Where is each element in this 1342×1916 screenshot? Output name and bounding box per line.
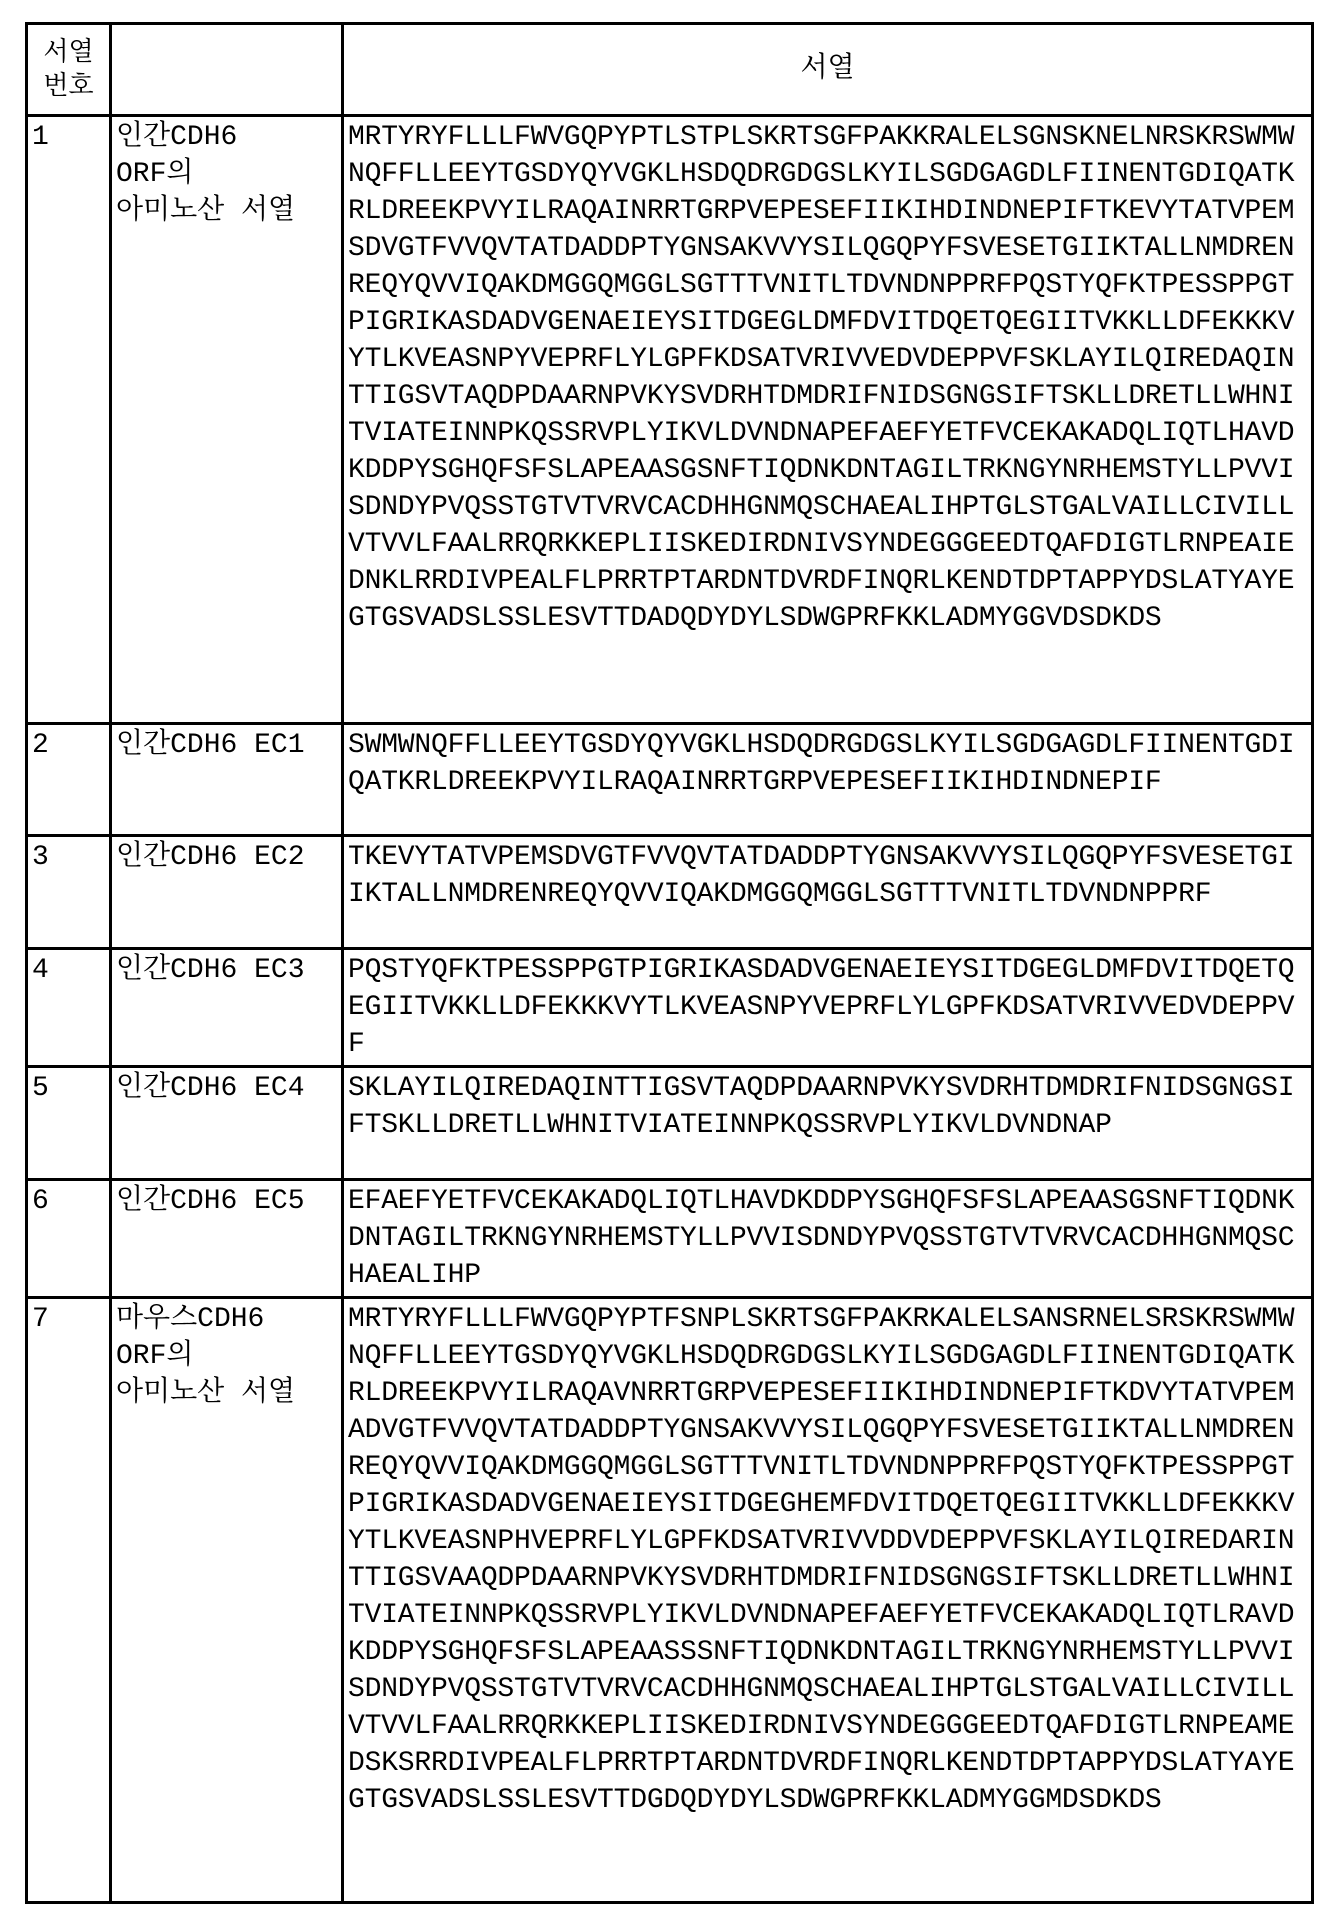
sequence-line: REQYQVVIQAKDMGGQMGGLSGTTTVNITLTDVNDNPPRFPQSTYQFKTPESSPPGT xyxy=(348,267,1307,304)
description-line: 인간CDH6 EC4 xyxy=(116,1070,337,1107)
description-line: 인간CDH6 EC1 xyxy=(116,727,337,764)
description-line: 인간CDH6 EC5 xyxy=(116,1183,337,1220)
sequence-line: NQFFLLEEYTGSDYQYVGKLHSDQDRGDGSLKYILSGDGAGDLFIINENTGDIQATK xyxy=(348,156,1307,193)
seq-sequence xyxy=(343,1298,1313,1903)
seq-description xyxy=(111,949,343,1067)
sequence-line: SDNDYPVQSSTGTVTVRVCACDHHGNMQSCHAEALIHPTGLSTGALVAILLCIVILL xyxy=(348,1671,1307,1708)
sequence-line: TVIATEINNPKQSSRVPLYIKVLDVNDNAPEFAEFYETFVCEKAKADQLIQTLRAVD xyxy=(348,1597,1307,1634)
sequence-line: IKTALLNMDRENREQYQVVIQAKDMGGQMGGLSGTTTVNITLTDVNDNPPRF xyxy=(348,876,1307,913)
sequence-line: SDNDYPVQSSTGTVTVRVCACDHHGNMQSCHAEALIHPTGLSTGALVAILLCIVILL xyxy=(348,489,1307,526)
sequence-line: SDVGTFVVQVTATDADDPTYGNSAKVVYSILQGQPYFSVESETGIIKTALLNMDREN xyxy=(348,230,1307,267)
sequence-line: SWMWNQFFLLEEYTGSDYQYVGKLHSDQDRGDGSLKYILSGDGAGDLFIINENTGDI xyxy=(348,727,1307,764)
sequence-line: ADVGTFVVQVTATDADDPTYGNSAKVVYSILQGQPYFSVESETGIIKTALLNMDREN xyxy=(348,1412,1307,1449)
seq-description xyxy=(111,836,343,949)
sequence-table xyxy=(25,22,1314,1904)
seq-number: 1 xyxy=(27,116,111,724)
sequence-line: PIGRIKASDADVGENAEIEYSITDGEGHEMFDVITDQETQEGIITVKKLLDFEKKKV xyxy=(348,1486,1307,1523)
header-row xyxy=(27,24,1313,116)
sequence-line: TTIGSVAAQDPDAARNPVKYSVDRHTDMDRIFNIDSGNGSIFTSKLLDRETLLWHNI xyxy=(348,1560,1307,1597)
seq-description xyxy=(111,116,343,724)
seq-description xyxy=(111,1298,343,1903)
description-line: 인간CDH6 xyxy=(116,119,337,156)
sequence-line: TTIGSVTAQDPDAARNPVKYSVDRHTDMDRIFNIDSGNGSIFTSKLLDRETLLWHNI xyxy=(348,378,1307,415)
seq-description xyxy=(111,724,343,836)
description-line: 마우스CDH6 xyxy=(116,1301,337,1338)
sequence-line: KDDPYSGHQFSFSLAPEAASGSNFTIQDNKDNTAGILTRKNGYNRHEMSTYLLPVVI xyxy=(348,452,1307,489)
seq-number: 3 xyxy=(27,836,111,949)
sequence-line: GTGSVADSLSSLESVTTDADQDYDYLSDWGPRFKKLADMYGGVDSDKDS xyxy=(348,600,1307,637)
description-line: ORF의 xyxy=(116,156,337,193)
sequence-line: DSKSRRDIVPEALFLPRRTPTARDNTDVRDFINQRLKENDTDPTAPPYDSLATYAYE xyxy=(348,1745,1307,1782)
table-row xyxy=(27,836,1313,949)
table-row xyxy=(27,116,1313,724)
sequence-line: TKEVYTATVPEMSDVGTFVVQVTATDADDPTYGNSAKVVYSILQGQPYFSVESETGI xyxy=(348,839,1307,876)
sequence-line: KDDPYSGHQFSFSLAPEAASSSNFTIQDNKDNTAGILTRKNGYNRHEMSTYLLPVVI xyxy=(348,1634,1307,1671)
seq-sequence xyxy=(343,116,1313,724)
description-line: ORF의 xyxy=(116,1338,337,1375)
sequence-line: YTLKVEASNPHVEPRFLYLGPFKDSATVRIVVDDVDEPPVFSKLAYILQIREDARIN xyxy=(348,1523,1307,1560)
sequence-line: QATKRLDREEKPVYILRAQAINRRTGRPVEPESEFIIKIHDINDNEPIF xyxy=(348,764,1307,801)
sequence-line: MRTYRYFLLLFWVGQPYPTLSTPLSKRTSGFPAKKRALELSGNSKNELNRSKRSWMW xyxy=(348,119,1307,156)
header-seq-no: 서열 번호 xyxy=(27,24,111,116)
seq-description xyxy=(111,1180,343,1298)
seq-sequence xyxy=(343,836,1313,949)
table-row xyxy=(27,1067,1313,1180)
seq-number: 7 xyxy=(27,1298,111,1903)
description-line: 아미노산 서열 xyxy=(116,1375,337,1412)
sequence-line: VTVVLFAALRRQRKKEPLIISKEDIRDNIVSYNDEGGGEEDTQAFDIGTLRNPEAME xyxy=(348,1708,1307,1745)
sequence-line: YTLKVEASNPYVEPRFLYLGPFKDSATVRIVVEDVDEPPVFSKLAYILQIREDAQIN xyxy=(348,341,1307,378)
seq-description xyxy=(111,1067,343,1180)
sequence-line: DNKLRRDIVPEALFLPRRTPTARDNTDVRDFINQRLKENDTDPTAPPYDSLATYAYE xyxy=(348,563,1307,600)
sequence-line: NQFFLLEEYTGSDYQYVGKLHSDQDRGDGSLKYILSGDGAGDLFIINENTGDIQATK xyxy=(348,1338,1307,1375)
table-row xyxy=(27,1180,1313,1298)
sequence-line: SKLAYILQIREDAQINTTIGSVTAQDPDAARNPVKYSVDRHTDMDRIFNIDSGNGSI xyxy=(348,1070,1307,1107)
header-description xyxy=(111,24,343,116)
header-sequence: 서열 xyxy=(343,24,1313,116)
sequence-line: GTGSVADSLSSLESVTTDGDQDYDYLSDWGPRFKKLADMYGGMDSDKDS xyxy=(348,1782,1307,1819)
sequence-line: REQYQVVIQAKDMGGQMGGLSGTTTVNITLTDVNDNPPRFPQSTYQFKTPESSPPGT xyxy=(348,1449,1307,1486)
seq-number: 4 xyxy=(27,949,111,1067)
sequence-line: RLDREEKPVYILRAQAVNRRTGRPVEPESEFIIKIHDINDNEPIFTKDVYTATVPEM xyxy=(348,1375,1307,1412)
sequence-line: VTVVLFAALRRQRKKEPLIISKEDIRDNIVSYNDEGGGEEDTQAFDIGTLRNPEAIE xyxy=(348,526,1307,563)
seq-sequence xyxy=(343,949,1313,1067)
table-row xyxy=(27,949,1313,1067)
sequence-line: PIGRIKASDADVGENAEIEYSITDGEGLDMFDVITDQETQEGIITVKKLLDFEKKKV xyxy=(348,304,1307,341)
sequence-line: TVIATEINNPKQSSRVPLYIKVLDVNDNAPEFAEFYETFVCEKAKADQLIQTLHAVD xyxy=(348,415,1307,452)
sequence-line: HAEALIHP xyxy=(348,1257,1307,1294)
seq-sequence xyxy=(343,724,1313,836)
description-line: 인간CDH6 EC3 xyxy=(116,952,337,989)
table-row xyxy=(27,724,1313,836)
seq-number: 2 xyxy=(27,724,111,836)
sequence-line: PQSTYQFKTPESSPPGTPIGRIKASDADVGENAEIEYSITDGEGLDMFDVITDQETQ xyxy=(348,952,1307,989)
sequence-line: EGIITVKKLLDFEKKKVYTLKVEASNPYVEPRFLYLGPFKDSATVRIVVEDVDEPPV xyxy=(348,989,1307,1026)
sequence-line: F xyxy=(348,1026,1307,1063)
sequence-line: FTSKLLDRETLLWHNITVIATEINNPKQSSRVPLYIKVLDVNDNAP xyxy=(348,1107,1307,1144)
table-row xyxy=(27,1298,1313,1903)
seq-number: 5 xyxy=(27,1067,111,1180)
seq-sequence xyxy=(343,1067,1313,1180)
description-line: 아미노산 서열 xyxy=(116,193,337,230)
sequence-line: DNTAGILTRKNGYNRHEMSTYLLPVVISDNDYPVQSSTGTVTVRVCACDHHGNMQSC xyxy=(348,1220,1307,1257)
sequence-line: EFAEFYETFVCEKAKADQLIQTLHAVDKDDPYSGHQFSFSLAPEAASGSNFTIQDNK xyxy=(348,1183,1307,1220)
seq-number: 6 xyxy=(27,1180,111,1298)
sequence-line: MRTYRYFLLLFWVGQPYPTFSNPLSKRTSGFPAKRKALELSANSRNELSRSKRSWMW xyxy=(348,1301,1307,1338)
sequence-line: RLDREEKPVYILRAQAINRRTGRPVEPESEFIIKIHDINDNEPIFTKEVYTATVPEM xyxy=(348,193,1307,230)
seq-sequence xyxy=(343,1180,1313,1298)
description-line: 인간CDH6 EC2 xyxy=(116,839,337,876)
